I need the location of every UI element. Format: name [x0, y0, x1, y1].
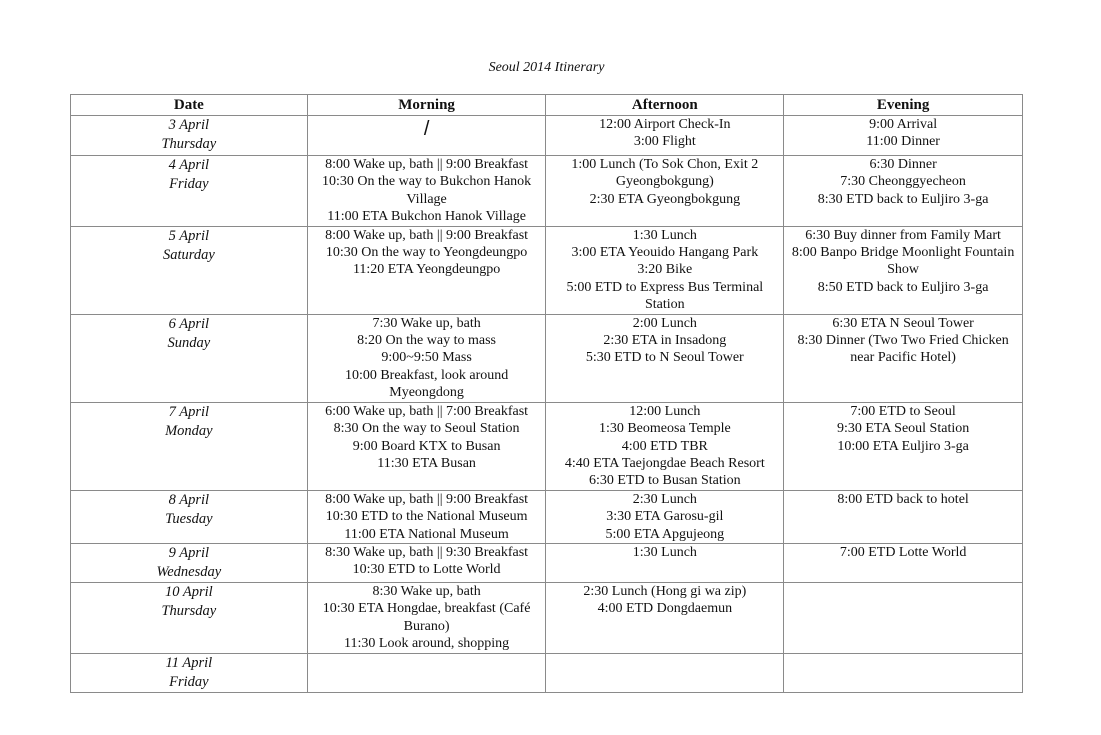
activity-line: 8:30 On the way to Seoul Station	[333, 421, 520, 437]
afternoon-cell	[546, 116, 784, 156]
activity-line: 9:30 ETA Seoul Station	[836, 421, 970, 437]
activity-line: 7:30 Cheonggyecheon	[840, 174, 966, 190]
activity-line: 10:30 ETA Hongdae, breakfast (Café Burano)	[322, 601, 531, 634]
date-cell	[71, 402, 308, 490]
activity-line: 2:30 Lunch (Hong gi wa zip)	[583, 583, 747, 599]
activity-line: 5:00 ETD to Express Bus Terminal Station	[566, 279, 764, 313]
activity-line: 1:30 Lunch	[632, 227, 697, 243]
table-row	[71, 402, 1023, 490]
evening-cell	[784, 490, 1023, 543]
date-day: 7 April	[168, 403, 210, 420]
activity-line: 6:30 Buy dinner from Family Mart	[805, 227, 1001, 243]
table-row	[71, 582, 1023, 653]
date-day: 5 April	[168, 227, 210, 244]
table-row	[71, 543, 1023, 582]
activity-line: 8:20 On the way to mass	[357, 333, 496, 349]
activity-line: 8:30 Dinner (Two Two Fried Chicken near Pacific Hotel)	[797, 333, 1009, 366]
date-cell	[71, 116, 308, 156]
table-row	[71, 226, 1023, 314]
evening-cell	[784, 582, 1023, 653]
header-afternoon: Afternoon	[546, 95, 784, 116]
activity-line: 12:00 Airport Check-In	[599, 117, 731, 132]
header-evening: Evening	[784, 95, 1023, 116]
evening-cell	[784, 116, 1023, 156]
date-weekday: Saturday	[162, 246, 215, 263]
activity-line: 10:30 On the way to Bukchon Hanok Village	[321, 174, 532, 207]
activity-line: 11:00 Dinner	[866, 134, 940, 150]
morning-cell	[307, 226, 546, 314]
afternoon-cell	[546, 402, 784, 490]
evening-cell	[784, 156, 1023, 227]
activity-line: 3:30 ETA Garosu-gil	[606, 509, 724, 525]
evening-cell	[784, 226, 1023, 314]
afternoon-cell	[546, 226, 784, 314]
date-cell	[71, 653, 308, 692]
activity-line: 9:00 Board KTX to Busan	[352, 438, 501, 454]
document-title: Seoul 2014 Itinerary	[488, 60, 605, 75]
activity-line: 1:30 Lunch	[632, 544, 697, 560]
activity-line: 6:00 Wake up, bath || 7:00 Breakfast	[325, 403, 529, 419]
date-weekday: Tuesday	[165, 510, 213, 527]
date-day: 4 April	[168, 157, 210, 173]
activity-line: 10:30 ETD to Lotte World	[352, 562, 501, 578]
date-day: 8 April	[168, 491, 210, 508]
activity-line: 7:00 ETD Lotte World	[839, 544, 967, 560]
activity-line: 3:00 ETA Yeouido Hangang Park	[571, 245, 759, 261]
date-weekday: Sunday	[167, 334, 211, 351]
morning-cell	[307, 543, 546, 582]
itinerary-table	[70, 94, 1023, 693]
activity-line: 8:00 Wake up, bath || 9:00 Breakfast	[325, 491, 529, 507]
table-row	[71, 490, 1023, 543]
activity-line: 10:00 ETA Euljiro 3-ga	[837, 438, 969, 454]
date-day: 11 April	[165, 654, 213, 671]
date-day: 6 April	[168, 315, 210, 332]
table-row	[71, 314, 1023, 402]
activity-line: 8:00 ETD back to hotel	[837, 491, 969, 507]
activity-line: 3:20 Bike	[637, 262, 693, 278]
date-day: 9 April	[168, 544, 210, 561]
evening-cell	[784, 543, 1023, 582]
activity-line: 2:30 Lunch	[632, 491, 697, 507]
activity-line: 6:30 ETA N Seoul Tower	[832, 315, 974, 331]
activity-line: 10:00 Breakfast, look around Myeongdong	[344, 367, 509, 401]
activity-line: 11:00 ETA National Museum	[344, 526, 509, 542]
header-date: Date	[71, 95, 308, 116]
activity-line: 4:40 ETA Taejongdae Beach Resort	[564, 455, 765, 471]
afternoon-cell	[546, 156, 784, 227]
date-cell	[71, 156, 308, 227]
table-row	[71, 116, 1023, 156]
date-cell	[71, 543, 308, 582]
slash-mark: /	[423, 118, 430, 140]
date-cell	[71, 490, 308, 543]
activity-line: 11:30 Look around, shopping	[344, 636, 510, 652]
activity-line: 6:30 ETD to Busan Station	[589, 473, 741, 489]
date-cell	[71, 314, 308, 402]
date-cell	[71, 582, 308, 653]
date-weekday: Monday	[165, 422, 213, 439]
activity-line: 8:00 Wake up, bath || 9:00 Breakfast	[325, 157, 529, 172]
activity-line: 2:30 ETA Gyeongbokgung	[589, 191, 741, 207]
activity-line: 8:00 Banpo Bridge Moonlight Fountain Show	[791, 245, 1015, 278]
evening-cell	[784, 653, 1023, 692]
activity-line: 11:30 ETA Busan	[377, 455, 476, 471]
activity-line: 12:00 Lunch	[629, 403, 701, 419]
activity-line: 8:50 ETD back to Euljiro 3-ga	[817, 279, 989, 295]
activity-line: 8:00 Wake up, bath || 9:00 Breakfast	[325, 227, 529, 243]
morning-cell	[307, 156, 546, 227]
activity-line: 4:00 ETD TBR	[621, 438, 708, 454]
activity-line: 8:30 ETD back to Euljiro 3-ga	[817, 191, 989, 207]
table-row	[71, 653, 1023, 692]
morning-cell	[307, 116, 546, 156]
header-morning: Morning	[307, 95, 546, 116]
morning-cell	[307, 314, 546, 402]
activity-line: 7:00 ETD to Seoul	[850, 403, 956, 419]
date-weekday: Thursday	[161, 602, 217, 619]
afternoon-cell	[546, 543, 784, 582]
date-day: 3 April	[168, 117, 210, 133]
header-row	[71, 95, 1023, 116]
activity-line: 3:00 Flight	[633, 134, 696, 150]
activity-line: 10:30 ETD to the National Museum	[325, 509, 528, 525]
date-weekday: Wednesday	[156, 563, 222, 580]
date-weekday: Friday	[169, 673, 209, 690]
afternoon-cell	[546, 490, 784, 543]
activity-line: 7:30 Wake up, bath	[372, 315, 481, 331]
activity-line: 11:00 ETA Bukchon Hanok Village	[327, 209, 526, 225]
activity-line: 1:30 Beomeosa Temple	[598, 421, 731, 437]
date-cell	[71, 226, 308, 314]
activity-line: 2:00 Lunch	[632, 315, 697, 331]
activity-line: 9:00~9:50 Mass	[381, 350, 472, 366]
activity-line: 10:30 On the way to Yeongdeungpo	[325, 245, 528, 261]
morning-cell	[307, 402, 546, 490]
date-weekday: Thursday	[161, 136, 217, 152]
activity-line: 8:30 Wake up, bath || 9:30 Breakfast	[325, 544, 529, 560]
evening-cell	[784, 402, 1023, 490]
activity-line: 5:00 ETA Apgujeong	[605, 526, 725, 542]
activity-line: 1:00 Lunch (To Sok Chon, Exit 2 Gyeongbokgung)	[571, 157, 759, 190]
evening-cell	[784, 314, 1023, 402]
activity-line: 9:00 Arrival	[869, 117, 938, 132]
date-day: 10 April	[165, 583, 213, 600]
afternoon-cell	[546, 582, 784, 653]
activity-line: 8:30 Wake up, bath	[372, 583, 481, 599]
activity-line: 6:30 Dinner	[869, 157, 937, 172]
table-row	[71, 156, 1023, 227]
activity-line: 5:30 ETD to N Seoul Tower	[585, 350, 744, 366]
activity-line: 2:30 ETA in Insadong	[603, 333, 727, 349]
activity-line: 4:00 ETD Dongdaemun	[597, 601, 733, 617]
morning-cell	[307, 490, 546, 543]
morning-cell	[307, 653, 546, 692]
afternoon-cell	[546, 653, 784, 692]
activity-line: 11:20 ETA Yeongdeungpo	[352, 262, 501, 278]
morning-cell	[307, 582, 546, 653]
afternoon-cell	[546, 314, 784, 402]
date-weekday: Friday	[169, 176, 209, 192]
